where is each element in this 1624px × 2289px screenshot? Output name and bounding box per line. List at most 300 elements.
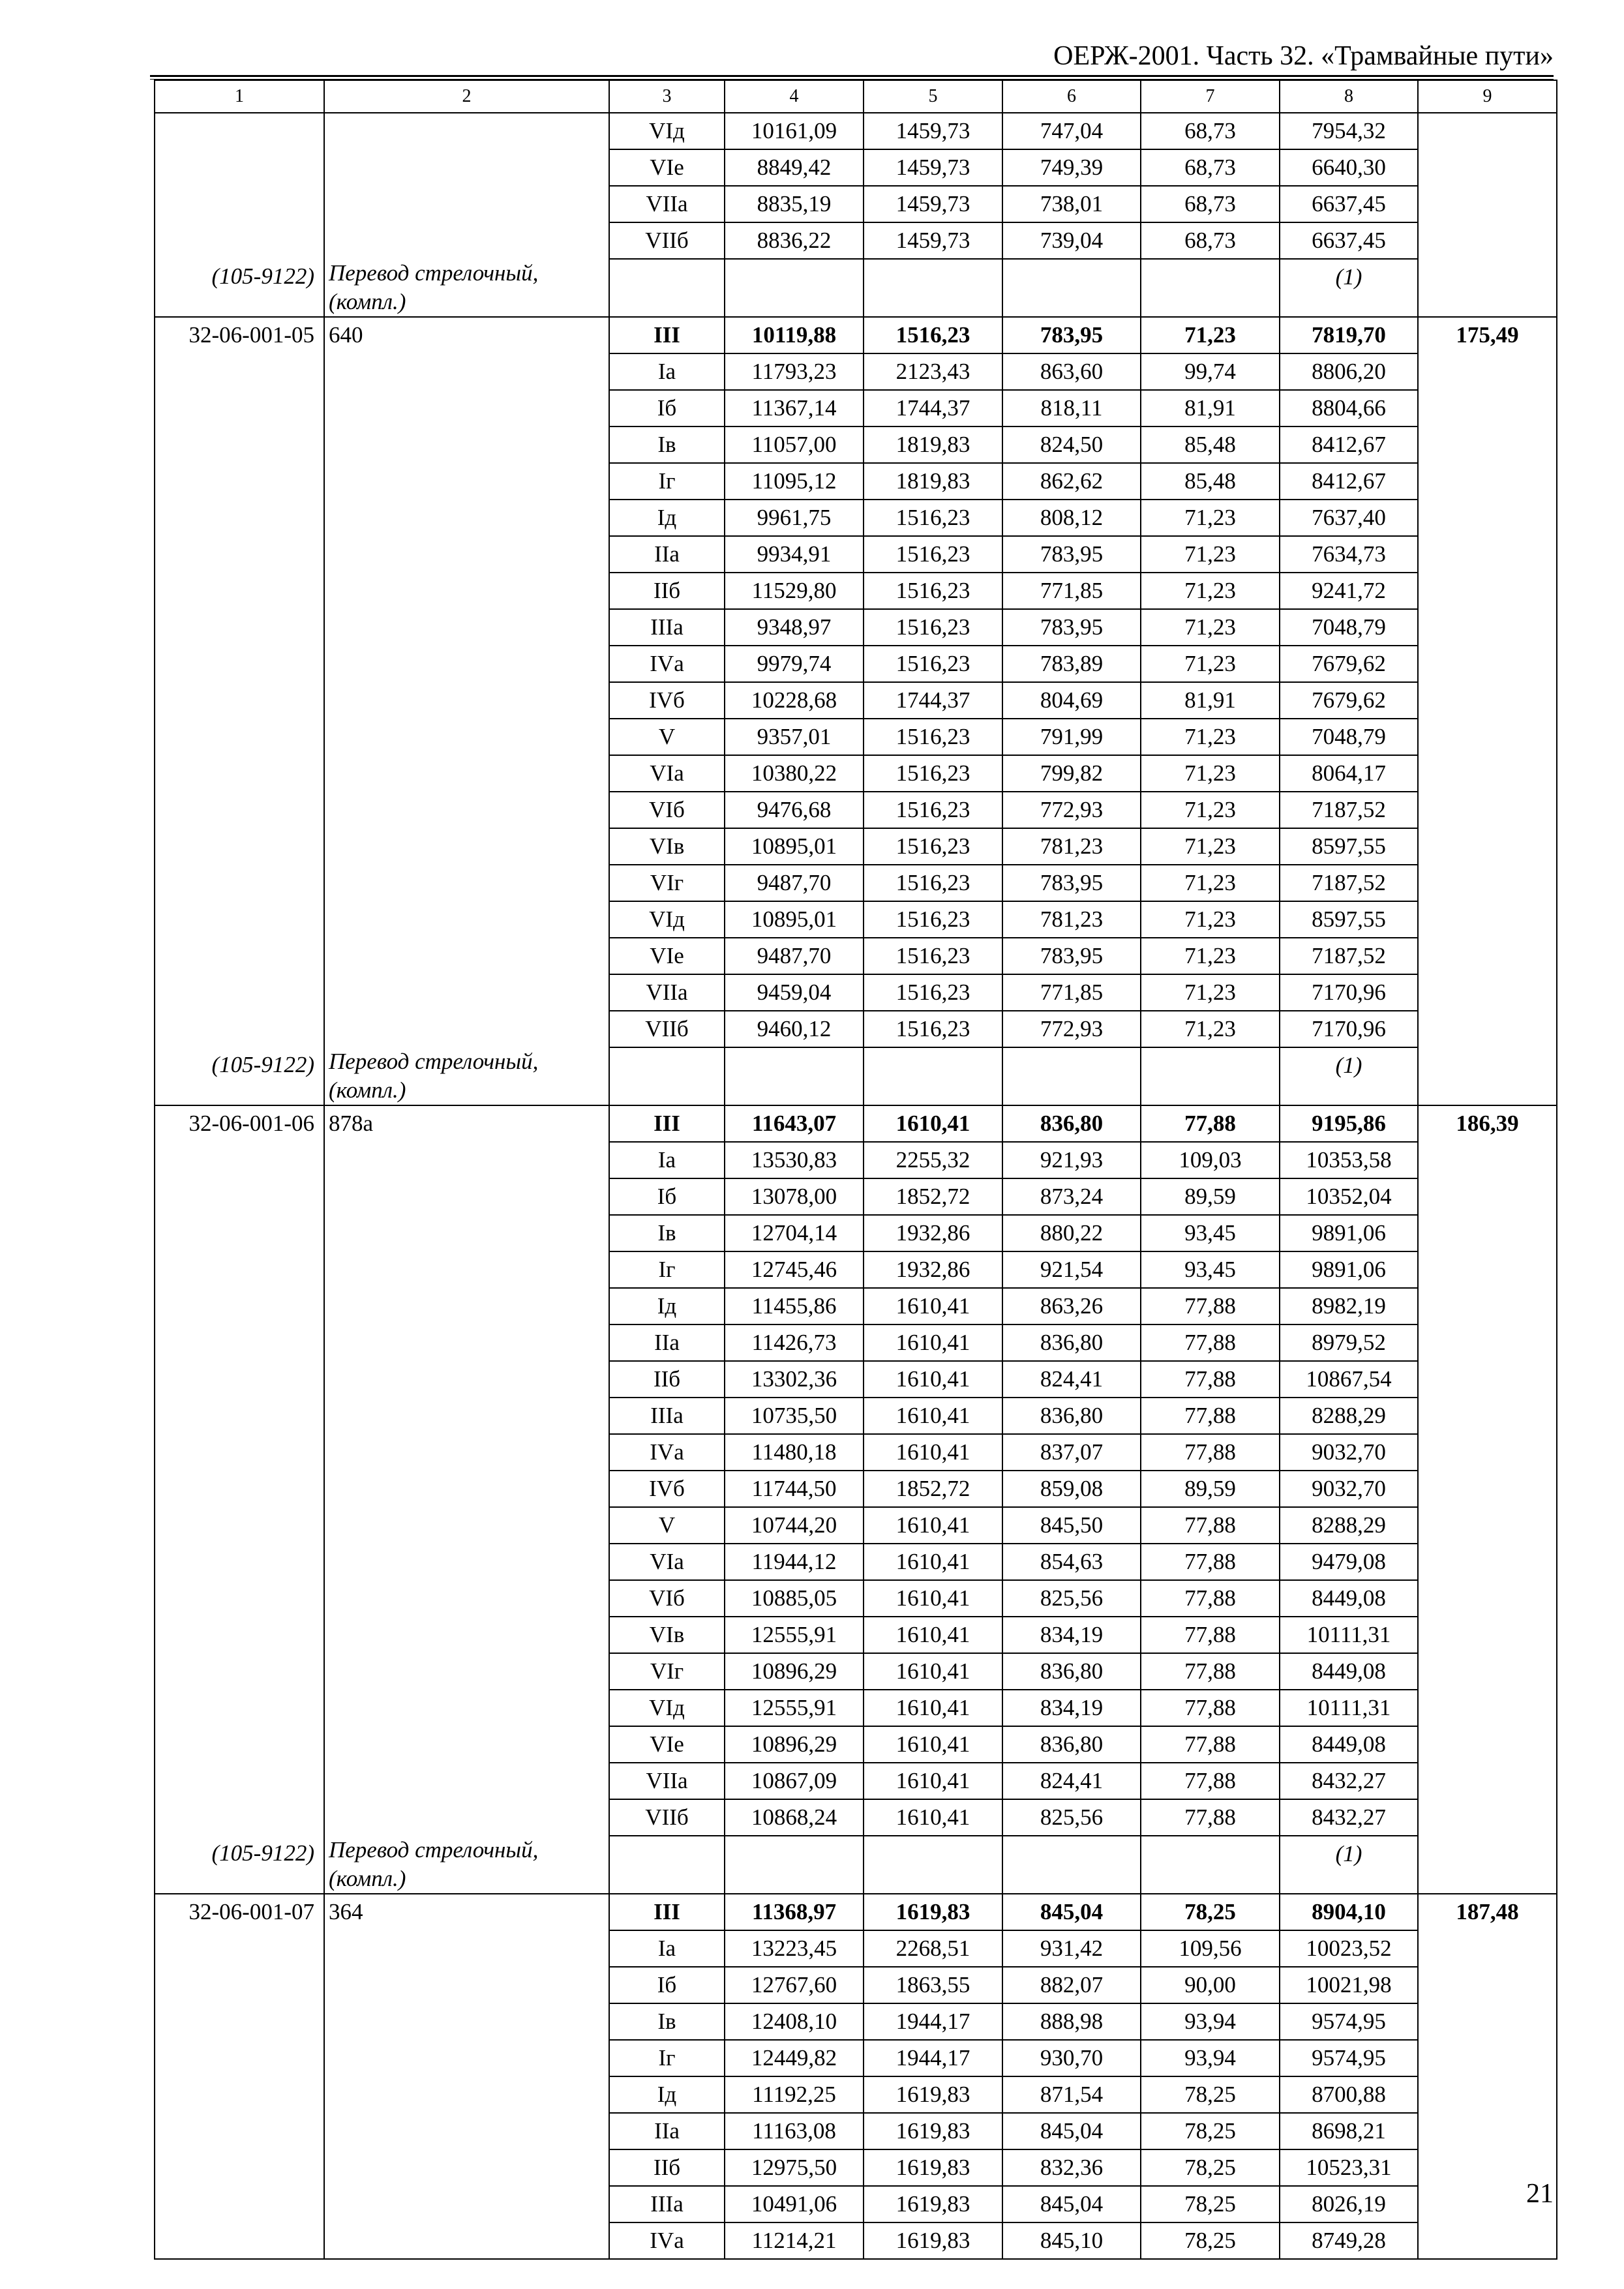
name-cell (324, 1471, 609, 1507)
machines-cell: 781,23 (1002, 901, 1141, 938)
table-row (155, 2186, 1557, 2222)
table-row (155, 1799, 1557, 1836)
labor-cost-cell (1418, 1398, 1557, 1434)
labor-cost-cell (1418, 755, 1557, 792)
machines-cell: 832,36 (1002, 2149, 1141, 2186)
labor-cost-cell (1418, 463, 1557, 500)
labor-cost-cell (1418, 1763, 1557, 1799)
wages-cell: 1619,83 (864, 1894, 1002, 1930)
zone-cell: IVб (609, 1471, 725, 1507)
wages-cell: 1819,83 (864, 463, 1002, 500)
name-cell (324, 1763, 609, 1799)
table-row (155, 1763, 1557, 1799)
operators-wages-cell: 77,88 (1141, 1288, 1280, 1324)
machines-cell: 771,85 (1002, 573, 1141, 609)
labor-cost-cell (1418, 682, 1557, 719)
operators-wages-cell: 71,23 (1141, 865, 1280, 901)
operators-wages-cell: 71,23 (1141, 755, 1280, 792)
name-cell: 640 (324, 317, 609, 353)
zone-cell: IIб (609, 573, 725, 609)
operators-wages-cell: 81,91 (1141, 390, 1280, 426)
table-row (155, 1580, 1557, 1617)
code-cell (155, 2076, 324, 2113)
zone-cell: Iв (609, 426, 725, 463)
code-cell (155, 2113, 324, 2149)
table-row (155, 536, 1557, 573)
operators-wages-cell: 77,88 (1141, 1361, 1280, 1398)
code-cell: 32-06-001-06 (155, 1105, 324, 1142)
code-cell (155, 186, 324, 222)
code-cell (155, 1215, 324, 1251)
labor-cost-cell (1418, 390, 1557, 426)
materials-cell: 10111,31 (1280, 1690, 1418, 1726)
table-row (155, 1398, 1557, 1434)
labor-cost-cell: 175,49 (1418, 317, 1557, 353)
materials-cell: 6637,45 (1280, 186, 1418, 222)
name-cell (324, 828, 609, 865)
wages-cell: 1619,83 (864, 2222, 1002, 2259)
materials-cell: 8904,10 (1280, 1894, 1418, 1930)
table-row (155, 113, 1557, 149)
materials-cell: 8432,27 (1280, 1799, 1418, 1836)
machines-cell: 783,95 (1002, 938, 1141, 974)
labor-cost-cell (1418, 2040, 1557, 2076)
zone-cell: IVа (609, 646, 725, 682)
zone-cell: Iб (609, 1178, 725, 1215)
machines-cell: 799,82 (1002, 755, 1141, 792)
code-cell (155, 1361, 324, 1398)
name-cell (324, 1617, 609, 1653)
labor-cost-cell (1418, 186, 1557, 222)
total-cost-cell: 9348,97 (725, 609, 864, 646)
code-cell (155, 1178, 324, 1215)
name-cell (324, 2149, 609, 2186)
total-cost-cell: 9357,01 (725, 719, 864, 755)
labor-cost-cell (1418, 1361, 1557, 1398)
operators-wages-cell: 77,88 (1141, 1507, 1280, 1544)
zone-cell: VIIа (609, 974, 725, 1011)
table-row (155, 1361, 1557, 1398)
name-cell (324, 113, 609, 149)
machines-cell: 836,80 (1002, 1398, 1141, 1434)
materials-cell: 10111,31 (1280, 1617, 1418, 1653)
operators-wages-cell: 90,00 (1141, 1967, 1280, 2003)
operators-wages-cell: 89,59 (1141, 1471, 1280, 1507)
table-row (155, 1178, 1557, 1215)
note-name: Перевод стрелочный, (компл.) (329, 260, 539, 314)
wages-cell: 1610,41 (864, 1507, 1002, 1544)
machines-cell: 845,04 (1002, 2113, 1141, 2149)
wages-cell: 1516,23 (864, 974, 1002, 1011)
total-cost-cell: 8836,22 (725, 222, 864, 259)
wages-cell: 1610,41 (864, 1105, 1002, 1142)
code-cell (155, 1288, 324, 1324)
code-cell (155, 865, 324, 901)
machines-cell: 888,98 (1002, 2003, 1141, 2040)
materials-cell: 8806,20 (1280, 353, 1418, 390)
operators-wages-cell: 78,25 (1141, 2149, 1280, 2186)
total-cost-cell: 13223,45 (725, 1930, 864, 1967)
code-cell (155, 573, 324, 609)
wages-cell: 1610,41 (864, 1580, 1002, 1617)
total-cost-cell: 9979,74 (725, 646, 864, 682)
materials-cell: 10867,54 (1280, 1361, 1418, 1398)
code-cell (155, 974, 324, 1011)
materials-cell: 10523,31 (1280, 2149, 1418, 2186)
code-cell (155, 1653, 324, 1690)
wages-cell: 1744,37 (864, 682, 1002, 719)
zone-cell: IIIа (609, 609, 725, 646)
name-cell (324, 682, 609, 719)
total-cost-cell: 11426,73 (725, 1324, 864, 1361)
empty-cell (725, 1047, 864, 1105)
operators-wages-cell: 71,23 (1141, 792, 1280, 828)
zone-cell: VIд (609, 1690, 725, 1726)
zone-cell: Iг (609, 2040, 725, 2076)
machines-cell: 863,26 (1002, 1288, 1141, 1324)
materials-cell: 8449,08 (1280, 1653, 1418, 1690)
materials-cell: 8597,55 (1280, 901, 1418, 938)
code-cell (155, 938, 324, 974)
machines-cell: 871,54 (1002, 2076, 1141, 2113)
table-row (155, 1434, 1557, 1471)
table-row (155, 463, 1557, 500)
name-cell (324, 500, 609, 536)
wages-cell: 1459,73 (864, 222, 1002, 259)
name-cell (324, 1967, 609, 2003)
note-name-cell (324, 1047, 609, 1105)
machines-cell: 854,63 (1002, 1544, 1141, 1580)
wages-cell: 2255,32 (864, 1142, 1002, 1178)
wages-cell: 1610,41 (864, 1799, 1002, 1836)
labor-cost-cell (1418, 1580, 1557, 1617)
table-row (155, 901, 1557, 938)
name-cell (324, 1011, 609, 1047)
code-cell (155, 1580, 324, 1617)
materials-cell: 6637,45 (1280, 222, 1418, 259)
name-cell (324, 573, 609, 609)
column-header: 8 (1280, 80, 1418, 113)
machines-cell: 771,85 (1002, 974, 1141, 1011)
operators-wages-cell: 78,25 (1141, 2113, 1280, 2149)
name-cell (324, 426, 609, 463)
wages-cell: 1610,41 (864, 1361, 1002, 1398)
materials-cell: 7170,96 (1280, 1011, 1418, 1047)
wages-cell: 1610,41 (864, 1653, 1002, 1690)
operators-wages-cell: 71,23 (1141, 719, 1280, 755)
table-row (155, 1215, 1557, 1251)
labor-cost-cell (1418, 792, 1557, 828)
total-cost-cell: 11192,25 (725, 2076, 864, 2113)
materials-cell: 7048,79 (1280, 609, 1418, 646)
code-cell (155, 1930, 324, 1967)
labor-cost-cell (1418, 2222, 1557, 2259)
name-cell (324, 755, 609, 792)
machines-cell: 845,50 (1002, 1507, 1141, 1544)
materials-cell: 9241,72 (1280, 573, 1418, 609)
empty-cell (609, 1047, 725, 1105)
name-cell (324, 1580, 609, 1617)
zone-cell: III (609, 1105, 725, 1142)
operators-wages-cell: 78,25 (1141, 1894, 1280, 1930)
name-cell (324, 2113, 609, 2149)
operators-wages-cell: 68,73 (1141, 186, 1280, 222)
materials-cell: 7819,70 (1280, 317, 1418, 353)
zone-cell: IVа (609, 1434, 725, 1471)
code-cell (155, 755, 324, 792)
zone-cell: IIIа (609, 2186, 725, 2222)
name-cell (324, 901, 609, 938)
empty-cell (725, 259, 864, 317)
code-cell (155, 1799, 324, 1836)
labor-cost-cell (1418, 1930, 1557, 1967)
empty-cell (864, 259, 1002, 317)
table-row (155, 1324, 1557, 1361)
total-cost-cell: 11368,97 (725, 1894, 864, 1930)
code-cell (155, 426, 324, 463)
zone-cell: IIб (609, 2149, 725, 2186)
code-cell (155, 1434, 324, 1471)
zone-cell: Iд (609, 500, 725, 536)
total-cost-cell: 11643,07 (725, 1105, 864, 1142)
operators-wages-cell: 109,56 (1141, 1930, 1280, 1967)
labor-cost-cell (1418, 1142, 1557, 1178)
table-row (155, 186, 1557, 222)
header-rule (150, 75, 1554, 77)
table-row (155, 1894, 1557, 1930)
wages-cell: 1744,37 (864, 390, 1002, 426)
operators-wages-cell: 71,23 (1141, 828, 1280, 865)
materials-cell: 7954,32 (1280, 113, 1418, 149)
code-cell (155, 1324, 324, 1361)
operators-wages-cell: 77,88 (1141, 1799, 1280, 1836)
labor-cost-cell (1418, 1215, 1557, 1251)
code-cell (155, 2040, 324, 2076)
code-cell (155, 113, 324, 149)
wages-cell: 1516,23 (864, 938, 1002, 974)
machines-cell: 836,80 (1002, 1726, 1141, 1763)
wages-cell: 1516,23 (864, 719, 1002, 755)
name-cell (324, 1398, 609, 1434)
total-cost-cell: 9459,04 (725, 974, 864, 1011)
machines-cell: 749,39 (1002, 149, 1141, 186)
materials-cell: 7187,52 (1280, 792, 1418, 828)
table-row (155, 353, 1557, 390)
wages-cell: 1516,23 (864, 755, 1002, 792)
code-cell (155, 2149, 324, 2186)
total-cost-cell: 11095,12 (725, 463, 864, 500)
machines-cell: 862,62 (1002, 463, 1141, 500)
total-cost-cell: 10868,24 (725, 1799, 864, 1836)
name-cell (324, 2003, 609, 2040)
name-cell (324, 186, 609, 222)
materials-cell: 10021,98 (1280, 1967, 1418, 2003)
name-cell (324, 792, 609, 828)
name-cell (324, 1434, 609, 1471)
materials-cell: 8412,67 (1280, 426, 1418, 463)
operators-wages-cell: 89,59 (1141, 1178, 1280, 1215)
total-cost-cell: 10380,22 (725, 755, 864, 792)
table-row (155, 2222, 1557, 2259)
materials-cell: 8026,19 (1280, 2186, 1418, 2222)
total-cost-cell: 10867,09 (725, 1763, 864, 1799)
machines-cell: 845,04 (1002, 2186, 1141, 2222)
code-cell (155, 2186, 324, 2222)
wages-cell: 1619,83 (864, 2149, 1002, 2186)
operators-wages-cell: 71,23 (1141, 609, 1280, 646)
code-cell (155, 2222, 324, 2259)
machines-cell: 930,70 (1002, 2040, 1141, 2076)
table-row (155, 1251, 1557, 1288)
name-cell: 878а (324, 1105, 609, 1142)
zone-cell: VIб (609, 792, 725, 828)
labor-cost-cell (1418, 536, 1557, 573)
total-cost-cell: 13078,00 (725, 1178, 864, 1215)
wages-cell: 1516,23 (864, 609, 1002, 646)
machines-cell: 836,80 (1002, 1653, 1141, 1690)
total-cost-cell: 8835,19 (725, 186, 864, 222)
name-cell (324, 1361, 609, 1398)
labor-cost-cell (1418, 113, 1557, 149)
zone-cell: Iб (609, 1967, 725, 2003)
labor-cost-cell (1418, 353, 1557, 390)
total-cost-cell: 12555,91 (725, 1617, 864, 1653)
note-row (155, 1836, 1557, 1894)
wages-cell: 1516,23 (864, 792, 1002, 828)
table-row (155, 1507, 1557, 1544)
code-cell (155, 901, 324, 938)
machines-cell: 824,41 (1002, 1763, 1141, 1799)
empty-cell (1002, 1047, 1141, 1105)
operators-wages-cell: 77,88 (1141, 1105, 1280, 1142)
empty-cell (725, 1836, 864, 1894)
code-cell (155, 1690, 324, 1726)
table-row (155, 1690, 1557, 1726)
name-cell: 364 (324, 1894, 609, 1930)
operators-wages-cell: 68,73 (1141, 222, 1280, 259)
code-cell (155, 353, 324, 390)
name-cell (324, 1653, 609, 1690)
operators-wages-cell: 71,23 (1141, 500, 1280, 536)
labor-cost-cell: 187,48 (1418, 1894, 1557, 1930)
table-row (155, 317, 1557, 353)
materials-cell: 7187,52 (1280, 865, 1418, 901)
materials-cell: 8449,08 (1280, 1726, 1418, 1763)
wages-cell: 1610,41 (864, 1324, 1002, 1361)
operators-wages-cell: 71,23 (1141, 646, 1280, 682)
code-cell (155, 222, 324, 259)
name-cell (324, 149, 609, 186)
materials-cell: 7187,52 (1280, 938, 1418, 974)
code-cell (155, 1011, 324, 1047)
empty-cell (864, 1836, 1002, 1894)
table-row (155, 2113, 1557, 2149)
table-row (155, 609, 1557, 646)
wages-cell: 1852,72 (864, 1471, 1002, 1507)
labor-cost-cell (1418, 1507, 1557, 1544)
labor-cost-cell (1418, 974, 1557, 1011)
name-cell (324, 1799, 609, 1836)
table-row (155, 2076, 1557, 2113)
machines-cell: 834,19 (1002, 1617, 1141, 1653)
code-cell (155, 609, 324, 646)
table-row (155, 755, 1557, 792)
name-cell (324, 1544, 609, 1580)
code-cell (155, 1617, 324, 1653)
materials-cell: 8288,29 (1280, 1507, 1418, 1544)
materials-cell: 8979,52 (1280, 1324, 1418, 1361)
labor-cost-cell (1418, 1799, 1557, 1836)
zone-cell: IIа (609, 536, 725, 573)
name-cell (324, 938, 609, 974)
page-number: 21 (1526, 2179, 1554, 2209)
note-name: Перевод стрелочный, (компл.) (329, 1837, 539, 1891)
code-cell (155, 1251, 324, 1288)
wages-cell: 1459,73 (864, 113, 1002, 149)
wages-cell: 1516,23 (864, 1011, 1002, 1047)
zone-cell: Iа (609, 353, 725, 390)
name-cell (324, 1690, 609, 1726)
name-cell (324, 1178, 609, 1215)
materials-cell: 8288,29 (1280, 1398, 1418, 1434)
zone-cell: IVа (609, 2222, 725, 2259)
operators-wages-cell: 81,91 (1141, 682, 1280, 719)
zone-cell: VIIб (609, 222, 725, 259)
code-cell (155, 1398, 324, 1434)
wages-cell: 1516,23 (864, 828, 1002, 865)
note-row (155, 1047, 1557, 1105)
operators-wages-cell: 78,25 (1141, 2076, 1280, 2113)
materials-cell: 7170,96 (1280, 974, 1418, 1011)
machines-cell: 818,11 (1002, 390, 1141, 426)
table-row (155, 828, 1557, 865)
name-cell (324, 536, 609, 573)
labor-cost-cell: 186,39 (1418, 1105, 1557, 1142)
column-header: 2 (324, 80, 609, 113)
wages-cell: 2268,51 (864, 1930, 1002, 1967)
code-cell (155, 500, 324, 536)
name-cell (324, 2076, 609, 2113)
total-cost-cell: 11367,14 (725, 390, 864, 426)
labor-cost-cell (1418, 1617, 1557, 1653)
materials-cell: 9891,06 (1280, 1215, 1418, 1251)
zone-cell: IIIа (609, 1398, 725, 1434)
empty-cell (609, 259, 725, 317)
total-cost-cell: 10744,20 (725, 1507, 864, 1544)
name-cell (324, 865, 609, 901)
total-cost-cell: 10896,29 (725, 1653, 864, 1690)
note-row (155, 259, 1557, 317)
total-cost-cell: 13302,36 (725, 1361, 864, 1398)
table-row (155, 1967, 1557, 2003)
machines-cell: 804,69 (1002, 682, 1141, 719)
zone-cell: Iг (609, 463, 725, 500)
zone-cell: VIе (609, 149, 725, 186)
labor-cost-cell (1418, 1288, 1557, 1324)
labor-cost-cell (1418, 1690, 1557, 1726)
wages-cell: 2123,43 (864, 353, 1002, 390)
materials-cell: 9574,95 (1280, 2003, 1418, 2040)
machines-cell: 825,56 (1002, 1799, 1141, 1836)
total-cost-cell: 11744,50 (725, 1471, 864, 1507)
materials-cell: 10353,58 (1280, 1142, 1418, 1178)
code-cell: 32-06-001-07 (155, 1894, 324, 1930)
operators-wages-cell: 99,74 (1141, 353, 1280, 390)
operators-wages-cell: 77,88 (1141, 1763, 1280, 1799)
machines-cell: 781,23 (1002, 828, 1141, 865)
machines-cell: 931,42 (1002, 1930, 1141, 1967)
machines-cell: 783,95 (1002, 865, 1141, 901)
